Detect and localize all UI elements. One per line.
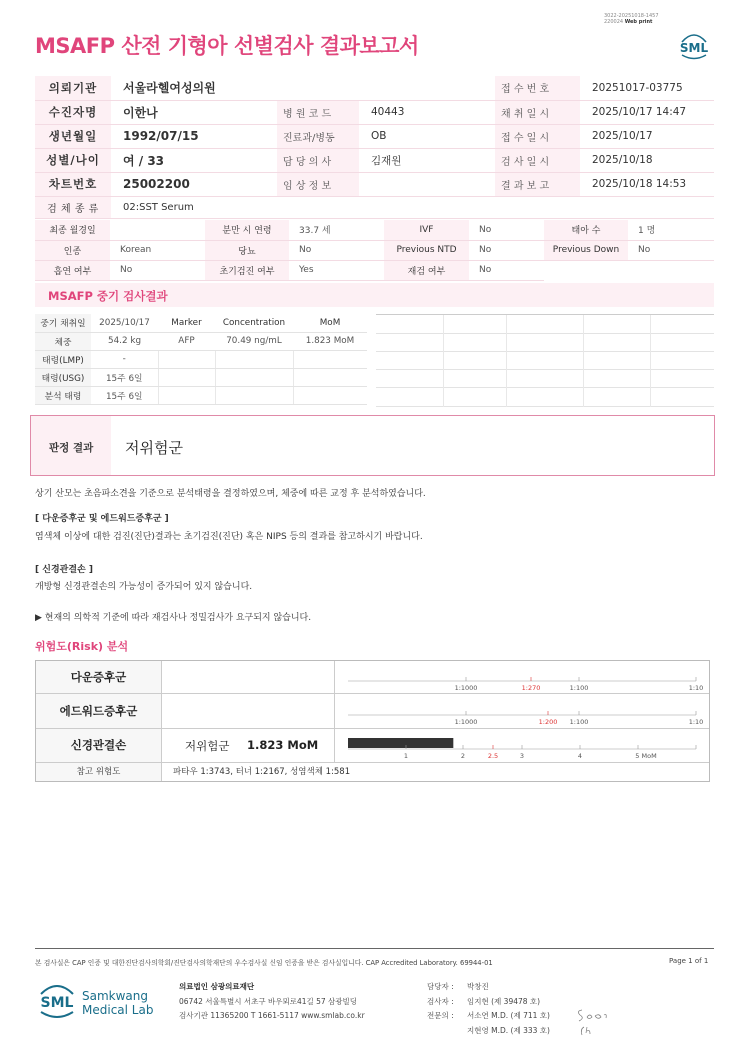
lab-contact: 검사기관 11365200 T 1661-5117 www.smlab.co.kr (179, 1011, 365, 1020)
fetus-count-label: 태아 수 (544, 220, 628, 240)
expert-name-1: 서소연 M.D. (제 711 호) (467, 1011, 550, 1020)
lmp-value (110, 220, 205, 240)
report-time-value: 2025/10/18 14:53 (580, 172, 714, 196)
mom-header: MoM (293, 314, 367, 332)
edwards-tick-1000: 1:1000 (454, 718, 478, 726)
edwards-tick-200: 1:200 (538, 718, 558, 726)
lab-name (82, 989, 153, 1017)
smoking-value: No (110, 260, 205, 280)
doc-id-line1: 3022-20251018-1457 (604, 13, 659, 19)
expert-name-2: 지현영 M.D. (제 333 호) (467, 1026, 550, 1035)
receipt-date-label: 접 수 일 시 (495, 124, 580, 148)
sex-age-value: 여 / 33 (111, 148, 277, 172)
collect-time-value: 2025/10/17 14:47 (580, 100, 714, 124)
maternal-info-table (35, 220, 714, 281)
web-print-label: Web print (624, 19, 653, 25)
section-title: MSAFP 중기 검사결과 (48, 289, 168, 303)
race-value: Korean (110, 240, 205, 260)
lab-name-line1: Samkwang (82, 989, 148, 1003)
mom-value: 1.823 MoM (293, 332, 367, 350)
doctor-value: 김재원 (359, 148, 495, 172)
ntd-tick-1: 1 (403, 752, 409, 760)
patient-name-label: 수진자명 (35, 100, 111, 124)
manager-name: 박창진 (467, 982, 489, 991)
hospital-code-label: 병 원 코 드 (277, 100, 359, 124)
fetus-count-value: 1 명 (628, 220, 714, 240)
ga-calc-label: 분석 태령 (35, 386, 91, 404)
footer-divider (35, 948, 714, 949)
smoking-label: 흡연 여부 (35, 260, 110, 280)
verdict-box (30, 415, 715, 476)
lab-address: 06742 서울특별시 서초구 바우뫼로41길 57 삼광빌딩 (179, 997, 358, 1006)
edwards-syndrome-label: 에드워드증후군 (36, 694, 162, 728)
receipt-no-label: 접 수 번 호 (495, 76, 580, 100)
section-header (35, 283, 714, 307)
ntd-note-title: [ 신경관결손 ] (35, 565, 93, 575)
diabetes-label: 당뇨 (205, 240, 289, 260)
reference-risk-value: 파타우 1:3743, 터너 1:2167, 성염색체 1:581 (173, 767, 351, 777)
signature-icon (574, 1005, 610, 1041)
collect-time-label: 채 취 일 시 (495, 100, 580, 124)
ntd-value (163, 729, 335, 762)
down-tick-10: 1:10 (688, 684, 704, 692)
report-time-label: 결 과 보 고 (495, 172, 580, 196)
ntd-tick-3: 3 (519, 752, 525, 760)
weight-value: 54.2 kg (91, 332, 158, 350)
ntd-tick-5: 5 MoM (635, 752, 657, 760)
verdict-label: 판정 결과 (49, 442, 94, 454)
down-note-title: [ 다운증후군 및 에드워드증후군 ] (35, 514, 169, 524)
sex-age-label: 성별/나이 (35, 148, 111, 172)
concentration-header: Concentration (215, 314, 293, 332)
cert-text: 본 검사실은 CAP 인증 및 대한진단검사의학회/진단검사의학재단의 우수검사실 신임 인증을 받은 검사실입니다. CAP Accredited Laboratory. 69944-01 (35, 959, 493, 967)
clinical-info-value (359, 172, 495, 196)
previous-down-value: No (628, 240, 714, 260)
patient-name-value: 이한나 (111, 100, 277, 124)
ntd-tick-2-5: 2.5 (487, 752, 499, 760)
test-date-value: 2025/10/18 (580, 148, 714, 172)
previous-ntd-label: Previous NTD (384, 240, 469, 260)
edwards-tick-100: 1:100 (569, 718, 589, 726)
edwards-tick-10: 1:10 (688, 718, 704, 726)
sml-logo-icon (37, 980, 77, 1020)
edwards-syndrome-value (163, 694, 335, 728)
verdict-value: 저위험군 (125, 439, 183, 457)
test-date-label: 검 사 일 시 (495, 148, 580, 172)
risk-table (35, 660, 710, 782)
marker-value: AFP (158, 332, 215, 350)
referral-value: 서울라헬여성의원 (111, 76, 495, 100)
specimen-label: 검 체 종 류 (35, 196, 111, 218)
down-syndrome-value (163, 661, 335, 693)
ivf-label: IVF (384, 220, 469, 240)
ntd-label: 신경관결손 (36, 729, 162, 762)
clinical-info-label: 임 상 정 보 (277, 172, 359, 196)
retest-label: 재검 여부 (384, 260, 469, 280)
marker-header: Marker (158, 314, 215, 332)
lab-name-line2: Medical Lab (82, 1003, 154, 1017)
page-number: Page 1 of 1 (669, 957, 709, 965)
ga-usg-label: 태령(USG) (35, 368, 91, 386)
weight-label: 체중 (35, 332, 91, 350)
dept-label: 진료과/병동 (277, 124, 359, 148)
expert-label: 전문의 : (427, 1011, 454, 1020)
doc-id-line2: 220024 (604, 19, 624, 25)
receipt-no-value: 20251017-03775 (580, 76, 714, 100)
specimen-value: 02:SST Serum (111, 196, 714, 218)
down-syndrome-label: 다운증후군 (36, 661, 162, 693)
down-tick-100: 1:100 (569, 684, 589, 692)
ntd-mom-bar (348, 738, 453, 748)
chart-no-value: 25002200 (111, 172, 277, 196)
sml-logo-text-bottom: SML (40, 995, 74, 1011)
lmp-label: 최종 월경일 (35, 220, 110, 240)
tester-name: 임지현 (제 39478 호) (467, 997, 541, 1006)
note-line1: 상기 산모는 초음파소견을 기준으로 분석태령을 결정하였으며, 체중에 따른 교정 후 분석하였습니다. (35, 489, 426, 499)
dept-value: OB (359, 124, 495, 148)
ntd-mom: 1.823 MoM (247, 738, 319, 752)
ntd-tick-4: 4 (577, 752, 583, 760)
ntd-tick-2: 2 (460, 752, 466, 760)
concentration-value: 70.49 ng/mL (215, 332, 293, 350)
ga-calc-value: 15주 6일 (91, 386, 158, 404)
previous-ntd-value: No (469, 240, 544, 260)
mid-collect-label: 중기 채취일 (35, 314, 91, 332)
down-note-text: 염색체 이상에 대한 검진(진단)결과는 초기검진(진단) 혹은 NIPS 등의 결과를 참고하시기 바랍니다. (35, 532, 423, 542)
reference-risk-label: 참고 위험도 (36, 763, 162, 781)
tester-label: 검사자 : (427, 997, 454, 1006)
foundation-name: 의료법인 삼광의료재단 (179, 982, 255, 991)
doctor-label: 담 당 의 사 (277, 148, 359, 172)
race-label: 인종 (35, 240, 110, 260)
delivery-age-value: 33.7 세 (289, 220, 384, 240)
ntd-risk-scale (336, 733, 708, 761)
sml-logo-text: SML (679, 41, 709, 55)
down-risk-scale (336, 665, 708, 693)
patient-info-table (35, 76, 714, 219)
down-tick-270: 1:270 (521, 684, 541, 692)
ivf-value: No (469, 220, 544, 240)
previous-down-label: Previous Down (544, 240, 628, 260)
ntd-note-text: 개방형 신경관결손의 가능성이 증가되어 있지 않습니다. (35, 582, 253, 592)
referral-label: 의뢰기관 (35, 76, 111, 100)
chart-no-label: 차트번호 (35, 172, 111, 196)
delivery-age-label: 분만 시 연령 (205, 220, 289, 240)
hospital-code-value: 40443 (359, 100, 495, 124)
ga-lmp-label: 태령(LMP) (35, 350, 91, 368)
dob-value: 1992/07/15 (111, 124, 277, 148)
empty-grid (376, 314, 714, 407)
risk-title: 위험도(Risk) 분석 (35, 640, 129, 653)
early-screening-value: Yes (289, 260, 384, 280)
edwards-risk-scale (336, 699, 708, 727)
dob-label: 생년월일 (35, 124, 111, 148)
ntd-result: 저위험군 (185, 739, 230, 753)
down-tick-1000: 1:1000 (454, 684, 478, 692)
ga-usg-value: 15주 6일 (91, 368, 158, 386)
diabetes-value: No (289, 240, 384, 260)
ga-lmp-value: - (91, 350, 158, 368)
mid-trimester-table (35, 314, 367, 405)
document-id (604, 13, 659, 25)
mid-collect-value: 2025/10/17 (91, 314, 158, 332)
report-title: MSAFP 산전 기형아 선별검사 결과보고서 (35, 34, 419, 58)
early-screening-label: 초기검진 여부 (205, 260, 289, 280)
sml-logo-icon (676, 28, 712, 60)
retest-value: No (469, 260, 544, 280)
recommendation-text: ▶ 현재의 의학적 기준에 따라 재검사나 정밀검사가 요구되지 않습니다. (35, 613, 312, 623)
receipt-date-value: 2025/10/17 (580, 124, 714, 148)
manager-label: 담당자 : (427, 982, 454, 991)
